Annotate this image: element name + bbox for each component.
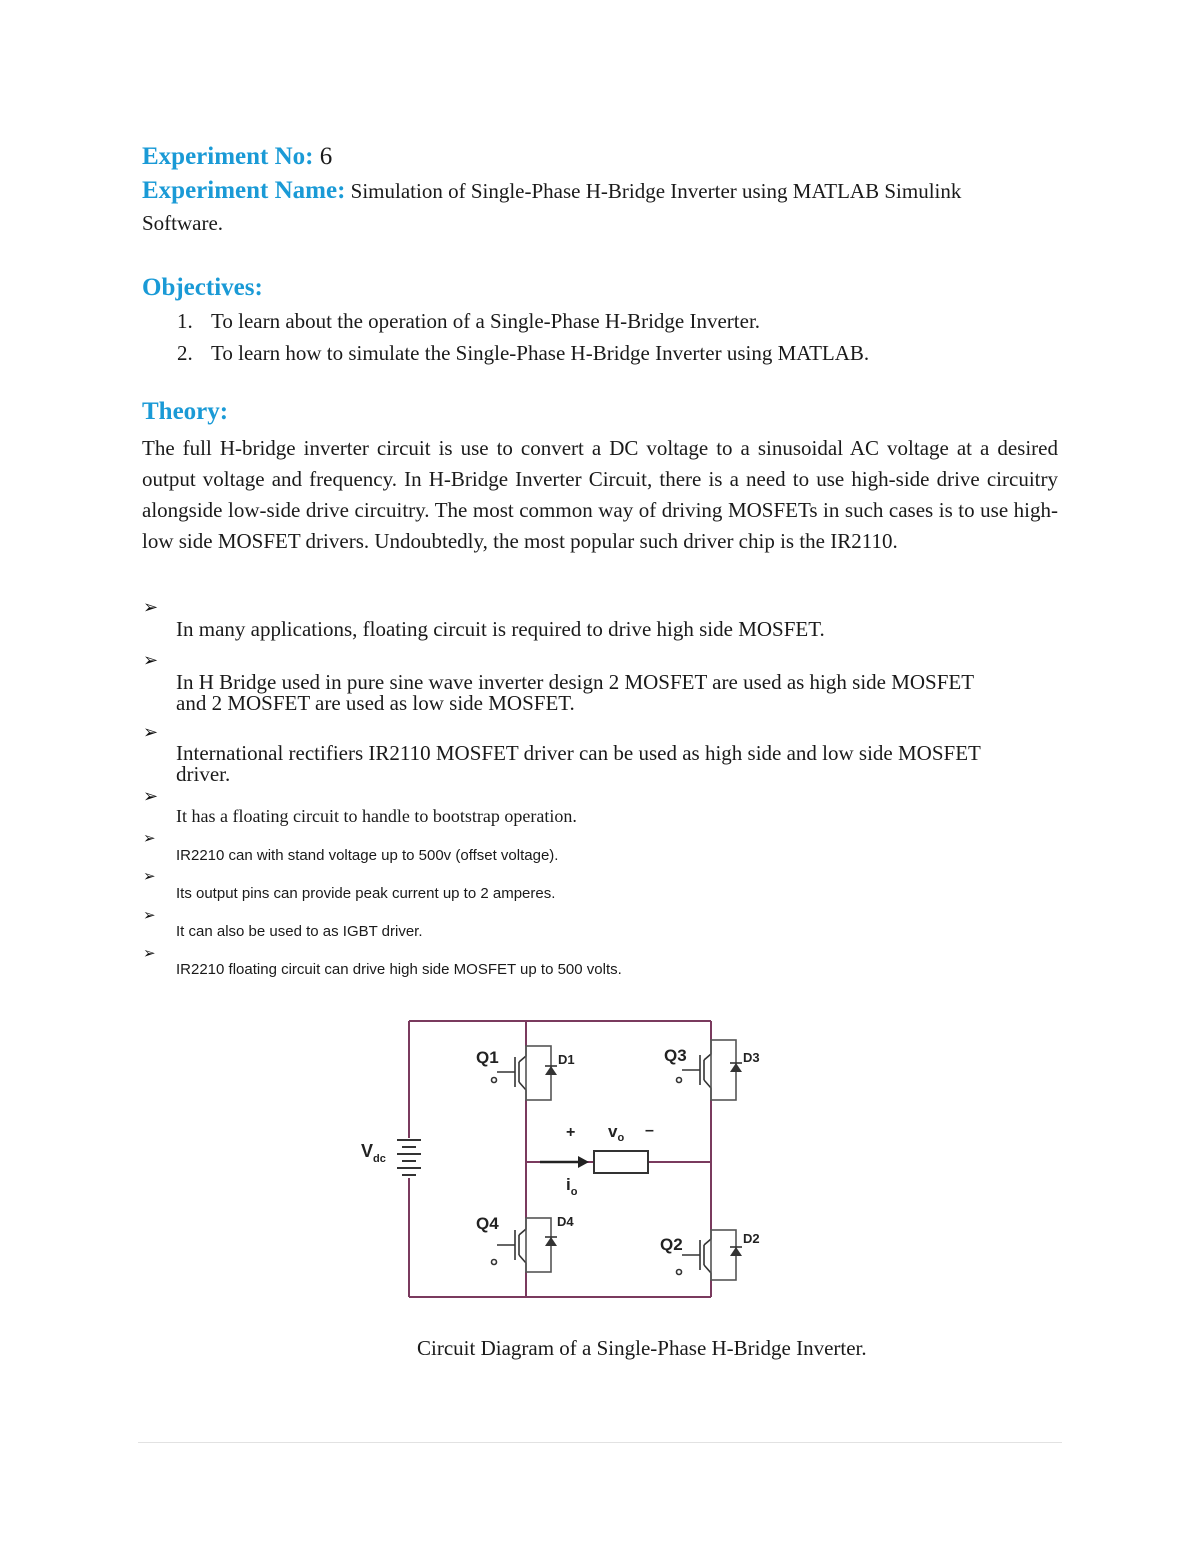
bullet-arrow-icon: ➢	[143, 867, 156, 885]
diagram-caption: Circuit Diagram of a Single-Phase H-Bridge Inverter.	[417, 1336, 867, 1360]
transistor-q1-icon	[492, 1046, 558, 1100]
objective-item	[177, 309, 760, 334]
bullet-arrow-icon: ➢	[143, 597, 159, 618]
bullet-arrow-icon: ➢	[143, 786, 159, 807]
label-vo: $v_o$	[608, 1122, 625, 1144]
theory-heading: Theory:	[142, 398, 229, 425]
bullet-arrow-icon: ➢	[143, 722, 159, 743]
label-q4: Q4	[476, 1214, 499, 1233]
label-q2: Q2	[660, 1235, 683, 1254]
bullet-item: Its output pins can provide peak current up to 2 amperes.	[176, 885, 556, 902]
objective-number: 2.	[177, 341, 193, 365]
bullet-item: It has a floating circuit to handle to bootstrap operation.	[176, 806, 577, 826]
page-divider	[138, 1442, 1062, 1443]
experiment-name-line2: Software.	[142, 211, 224, 235]
bullet-arrow-icon: ➢	[143, 650, 159, 671]
bullet-item: IR2210 can with stand voltage up to 500v (offset voltage).	[176, 847, 559, 864]
objective-item	[177, 341, 869, 366]
battery-icon	[397, 1140, 421, 1175]
label-io: $i_o$	[566, 1175, 578, 1198]
bullet-item: In many applications, floating circuit is required to drive high side MOSFET.	[176, 617, 825, 641]
objective-text: To learn about the operation of a Single-Phase H-Bridge Inverter.	[211, 309, 761, 333]
theory-paragraph: The full H-bridge inverter circuit is use to convert a DC voltage to a sinusoidal AC voltage at a desired output voltage and frequency. In H-Bridge Inverter Circuit, there is a need to use high-side drive circuitry alongside low-side drive circuitry. The most common way of driving MOSFETs in such cases is to use high-low side MOSFET drivers. Undoubtedly, the most popular such driver chip is the IR2110.	[142, 436, 1058, 553]
objective-number: 1.	[177, 309, 193, 333]
experiment-no-label: Experiment No:	[142, 143, 314, 170]
bullet-item: IR2210 floating circuit can drive high side MOSFET up to 500 volts.	[176, 961, 622, 978]
label-d4: D4	[557, 1214, 574, 1229]
experiment-name-label: Experiment Name:	[142, 177, 346, 204]
bullet-item: It can also be used to as IGBT driver.	[176, 923, 423, 940]
objectives-heading: Objectives:	[142, 274, 263, 301]
transistor-q4-icon	[492, 1218, 558, 1272]
transistor-q2-icon	[677, 1230, 743, 1280]
h-bridge-circuit-diagram	[340, 1008, 760, 1308]
label-d3: D3	[743, 1050, 760, 1065]
current-arrow-icon	[540, 1156, 589, 1168]
bullet-arrow-icon: ➢	[143, 906, 156, 924]
bullet-arrow-icon: ➢	[143, 944, 156, 962]
experiment-no-value: 6	[319, 143, 333, 170]
bullet-item: In H Bridge used in pure sine wave inverter design 2 MOSFET are used as high side MOSFET and 2 MOSFET are used as low side MOSFET.	[176, 670, 974, 715]
label-plus: +	[566, 1124, 576, 1141]
experiment-name-block	[142, 175, 1062, 239]
experiment-name-line1: Simulation of Single-Phase H-Bridge Inverter using MATLAB Simulink	[350, 179, 962, 203]
objective-text: To learn how to simulate the Single-Phase H-Bridge Inverter using MATLAB.	[211, 341, 870, 365]
label-d2: D2	[743, 1231, 760, 1246]
load-resistor-icon	[594, 1151, 648, 1173]
bullet-arrow-icon: ➢	[143, 829, 156, 847]
label-q1: Q1	[476, 1048, 499, 1067]
label-d1: D1	[558, 1052, 575, 1067]
bullet-item: International rectifiers IR2110 MOSFET driver can be used as high side and low side MOSFET driver.	[176, 741, 981, 786]
label-minus: –	[645, 1122, 654, 1139]
experiment-no-line	[142, 141, 332, 172]
label-vdc: $V_{dc}$	[361, 1141, 386, 1165]
label-q3: Q3	[664, 1046, 687, 1065]
